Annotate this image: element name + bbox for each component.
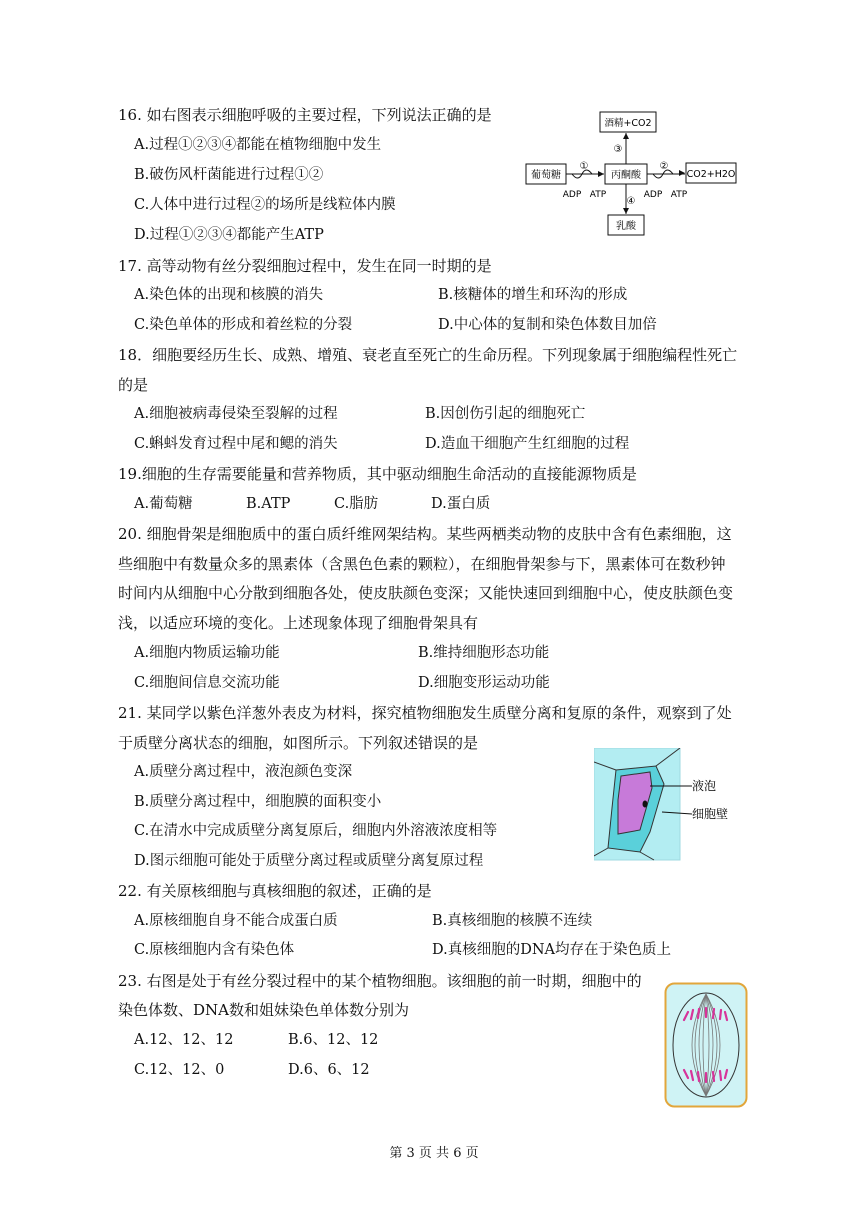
cell-wall-label: 细胞壁 (692, 807, 729, 821)
q19-stem: 19.细胞的生存需要能量和营养物质，其中驱动细胞生命活动的直接能源物质是 (118, 465, 637, 483)
atp-label-1: ATP (589, 190, 607, 200)
q22-option-c: C.原核细胞内含有染色体 (134, 942, 295, 958)
q19-option-c: C.脂肪 (334, 496, 379, 512)
q23-stem-line1: 23. 右图是处于有丝分裂过程中的某个植物细胞。该细胞的前一时期，细胞中的 (118, 972, 642, 990)
q21-option-b: B.质壁分离过程中，细胞膜的面积变小 (134, 794, 382, 810)
q18-option-c: C.蝌蚪发育过程中尾和鳃的消失 (134, 436, 338, 452)
step-2-label: ② (659, 161, 669, 172)
step-1-label: ① (579, 161, 589, 172)
q20-option-d: D.细胞变形运动功能 (418, 675, 550, 691)
q17-option-b: B.核糖体的增生和环沟的形成 (438, 287, 628, 303)
q21-option-c: C.在清水中完成质壁分离复原后，细胞内外溶液浓度相等 (134, 823, 498, 839)
q17-option-d: D.中心体的复制和染色体数目加倍 (438, 317, 657, 333)
q21-stem-line1: 21. 某同学以紫色洋葱外表皮为材料，探究植物细胞发生质壁分离和复原的条件，观察到了处 (118, 704, 732, 722)
step-4-label: ④ (626, 196, 636, 207)
nucleus-dot (643, 801, 648, 808)
q23-option-a: A.12、12、12 (134, 1032, 234, 1048)
q21-stem-line2: 于质壁分离状态的细胞，如图所示。下列叙述错误的是 (118, 734, 479, 752)
q22-option-b: B.真核细胞的核膜不连续 (432, 913, 593, 929)
q20-line2: 些细胞中有数量众多的黑素体（含黑色色素的颗粒），在细胞骨架参与下，黑素体可在数秒钟 (118, 555, 726, 573)
q16-stem: 16. 如右图表示细胞呼吸的主要过程，下列说法正确的是 (118, 106, 492, 124)
q21-option-a: A.质壁分离过程中，液泡颜色变深 (134, 764, 353, 780)
q20-line4: 浅，以适应环境的变化。上述现象体现了细胞骨架具有 (118, 614, 479, 632)
pyruvate-label: 丙酮酸 (611, 170, 641, 181)
q17-option-a: A.染色体的出现和核膜的消失 (134, 287, 324, 303)
q20-option-b: B.维持细胞形态功能 (418, 645, 550, 661)
page-footer: 第 3 页 共 6 页 (389, 1146, 479, 1161)
q18-stem-line2: 的是 (118, 376, 149, 394)
q17-stem: 17. 高等动物有丝分裂细胞过程中，发生在同一时期的是 (118, 257, 492, 275)
q17-option-c: C.染色单体的形成和着丝粒的分裂 (134, 317, 353, 333)
q23-stem-line2: 染色体数、DNA数和姐妹染色单体数分别为 (118, 1001, 409, 1019)
adp-label-2: ADP (643, 190, 663, 200)
mitosis-cell-figure (664, 982, 748, 1108)
q23-option-d: D.6、6、12 (288, 1062, 370, 1078)
q23-option-b: B.6、12、12 (288, 1032, 379, 1048)
co2-h2o-label: CO2+H2O (686, 169, 736, 180)
alcohol-co2-label: 酒精+CO2 (604, 118, 652, 129)
q18-option-a: A.细胞被病毒侵染至裂解的过程 (134, 406, 338, 422)
step-3-label: ③ (613, 144, 623, 155)
glucose-label: 葡萄糖 (531, 170, 561, 181)
q16-option-a: A.过程①②③④都能在植物细胞中发生 (134, 137, 382, 153)
q16-option-c: C.人体中进行过程②的场所是线粒体内膜 (134, 197, 396, 213)
q19-option-b: B.ATP (246, 496, 291, 512)
adp-label-1: ADP (562, 190, 582, 200)
q22-stem: 22. 有关原核细胞与真核细胞的叙述，正确的是 (118, 882, 432, 900)
q23-option-c: C.12、12、0 (134, 1062, 225, 1078)
q16-option-d: D.过程①②③④都能产生ATP (134, 227, 324, 243)
q18-option-d: D.造血干细胞产生红细胞的过程 (425, 436, 630, 452)
q20-option-a: A.细胞内物质运输功能 (134, 645, 280, 661)
q19-option-a: A.葡萄糖 (134, 496, 193, 512)
respiration-diagram (520, 108, 742, 240)
q22-option-a: A.原核细胞自身不能合成蛋白质 (134, 913, 338, 929)
lactate-label: 乳酸 (616, 221, 636, 232)
q16-option-b: B.破伤风杆菌能进行过程①② (134, 167, 324, 183)
q21-option-d: D.图示细胞可能处于质壁分离过程或质壁分离复原过程 (134, 853, 484, 869)
q18-option-b: B.因创伤引起的细胞死亡 (425, 406, 586, 422)
q20-line3: 时间内从细胞中心分散到细胞各处，使皮肤颜色变深；又能快速回到细胞中心，使皮肤颜色变 (118, 584, 734, 602)
q22-option-d: D.真核细胞的DNA均存在于染色质上 (432, 942, 672, 958)
atp-label-2: ATP (670, 190, 688, 200)
vacuole-label: 液泡 (692, 779, 717, 793)
q20-line1: 20. 细胞骨架是细胞质中的蛋白质纤维网架结构。某些两栖类动物的皮肤中含有色素细胞，这 (118, 525, 732, 543)
plasmolysis-cell-figure (594, 748, 754, 862)
q20-option-c: C.细胞间信息交流功能 (134, 675, 280, 691)
q19-option-d: D.蛋白质 (431, 496, 491, 512)
q18-stem-line1: 18．细胞要经历生长、成熟、增殖、衰老直至死亡的生命历程。下列现象属于细胞编程性死亡 (118, 346, 738, 364)
